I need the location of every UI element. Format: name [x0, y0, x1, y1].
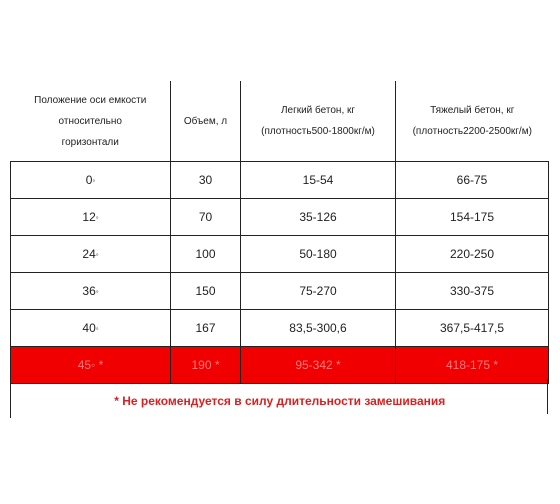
cell-angle: 12◦	[11, 199, 171, 236]
frame-right-border	[547, 379, 548, 414]
header-heavy-concrete: Тяжелый бетон, кг (плотность2200-2500кг/м)	[396, 81, 549, 162]
cell-angle: 24◦	[11, 236, 171, 273]
cell-light: 50-180	[241, 236, 396, 273]
cell-angle: 0◦	[11, 162, 171, 199]
cell-light: 95-342 *	[241, 347, 396, 384]
cell-angle: 45◦ *	[11, 347, 171, 384]
cell-angle: 36◦	[11, 273, 171, 310]
header-light-concrete: Легкий бетон, кг (плотность500-1800кг/м)	[241, 81, 396, 162]
header-volume: Объем, л	[171, 81, 241, 162]
cell-volume: 167	[171, 310, 241, 347]
footnote-text: * Не рекомендуется в силу длительности замешивания	[11, 384, 549, 419]
header-position: Положение оси емкости относительно горизонтали	[11, 81, 171, 162]
table-header-row	[11, 81, 549, 162]
cell-heavy: 367,5-417,5	[396, 310, 549, 347]
cell-volume: 150	[171, 273, 241, 310]
table-row	[11, 162, 549, 199]
cell-volume: 190 *	[171, 347, 241, 384]
cell-volume: 30	[171, 162, 241, 199]
cell-light: 35-126	[241, 199, 396, 236]
cell-light: 75-270	[241, 273, 396, 310]
cell-volume: 100	[171, 236, 241, 273]
cell-light: 15-54	[241, 162, 396, 199]
table-row	[11, 273, 549, 310]
table-row	[11, 310, 549, 347]
cell-heavy: 154-175	[396, 199, 549, 236]
cell-light: 83,5-300,6	[241, 310, 396, 347]
frame-left-border	[10, 379, 11, 414]
cell-heavy: 66-75	[396, 162, 549, 199]
concrete-capacity-table	[10, 81, 549, 418]
cell-angle: 40◦	[11, 310, 171, 347]
cell-heavy: 220-250	[396, 236, 549, 273]
concrete-table-container	[10, 81, 548, 418]
cell-volume: 70	[171, 199, 241, 236]
table-row	[11, 236, 549, 273]
cell-heavy: 330-375	[396, 273, 549, 310]
table-row-not-recommended	[11, 347, 549, 384]
footnote-row	[11, 384, 549, 419]
cell-heavy: 418-175 *	[396, 347, 549, 384]
table-row	[11, 199, 549, 236]
